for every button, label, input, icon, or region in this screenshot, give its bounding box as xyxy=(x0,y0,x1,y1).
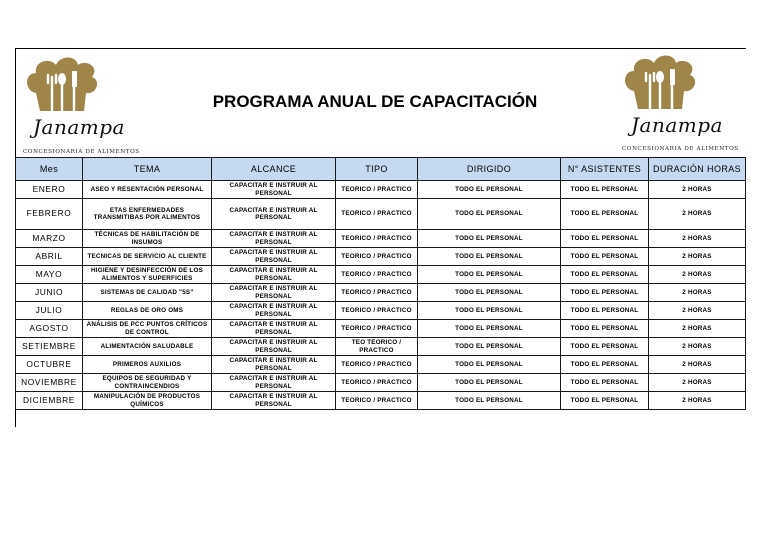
cell-alcance: CAPACITAR E INSTRUIR AL PERSONAL xyxy=(212,248,336,266)
cell-asistentes: TODO EL PERSONAL xyxy=(561,392,649,410)
cell-alcance: CAPACITAR E INSTRUIR AL PERSONAL xyxy=(212,284,336,302)
table-row xyxy=(16,284,746,302)
cell-tipo: TEORICO / PRACTICO xyxy=(336,356,418,374)
column-header-dirigido: DIRIGIDO xyxy=(418,158,561,181)
cell-tipo: TEORICO / PRACTICO xyxy=(336,230,418,248)
brand-tagline: CONCESIONARIA DE ALIMENTOS xyxy=(622,146,739,152)
cell-alcance: CAPACITAR E INSTRUIR AL PERSONAL xyxy=(212,302,336,320)
cell-tipo: TEORICO / PRACTICO xyxy=(336,302,418,320)
table-row xyxy=(16,374,746,392)
cell-tema: ALIMENTACIÓN SALUDABLE xyxy=(83,338,212,356)
cell-tipo: TEORICO / PRACTICO xyxy=(336,199,418,230)
cell-duracion: 2 HORAS xyxy=(649,199,746,230)
cell-alcance: CAPACITAR E INSTRUIR AL PERSONAL xyxy=(212,392,336,410)
table-row xyxy=(16,199,746,230)
brand-tagline: CONCESIONARIA DE ALIMENTOS xyxy=(23,149,140,155)
cell-tema: ASEO Y RESENTACIÓN PERSONAL xyxy=(83,181,212,199)
cell-dirigido: TODO EL PERSONAL xyxy=(418,284,561,302)
cell-asistentes: TODO EL PERSONAL xyxy=(561,374,649,392)
cell-asistentes: TODO EL PERSONAL xyxy=(561,266,649,284)
table-row xyxy=(16,248,746,266)
table-row xyxy=(16,356,746,374)
cell-duracion: 2 HORAS xyxy=(649,248,746,266)
cell-asistentes: TODO EL PERSONAL xyxy=(561,230,649,248)
cell-mes: JULIO xyxy=(16,302,83,320)
cell-asistentes: TODO EL PERSONAL xyxy=(561,181,649,199)
cell-asistentes: TODO EL PERSONAL xyxy=(561,284,649,302)
cell-mes: AGOSTO xyxy=(16,320,83,338)
table-row xyxy=(16,338,746,356)
column-header-mes: Mes xyxy=(16,158,83,181)
cell-alcance: CAPACITAR E INSTRUIR AL PERSONAL xyxy=(212,338,336,356)
cell-dirigido: TODO EL PERSONAL xyxy=(418,338,561,356)
cell-duracion: 2 HORAS xyxy=(649,320,746,338)
table-row xyxy=(16,392,746,410)
cell-tipo: TEORICO / PRACTICO xyxy=(336,374,418,392)
cell-tema: MANIPULACIÓN DE PRODUCTOS QUÍMICOS xyxy=(83,392,212,410)
cell-alcance: CAPACITAR E INSTRUIR AL PERSONAL xyxy=(212,181,336,199)
table-row xyxy=(16,266,746,284)
cell-mes: ABRIL xyxy=(16,248,83,266)
cell-duracion: 2 HORAS xyxy=(649,302,746,320)
column-header-tema: TEMA xyxy=(83,158,212,181)
cell-dirigido: TODO EL PERSONAL xyxy=(418,392,561,410)
cell-tipo: TEORICO / PRACTICO xyxy=(336,181,418,199)
training-program-table xyxy=(15,157,746,410)
cell-alcance: CAPACITAR E INSTRUIR AL PERSONAL xyxy=(212,199,336,230)
table-row xyxy=(16,230,746,248)
cell-asistentes: TODO EL PERSONAL xyxy=(561,338,649,356)
cell-asistentes: TODO EL PERSONAL xyxy=(561,199,649,230)
cell-mes: FEBRERO xyxy=(16,199,83,230)
cell-dirigido: TODO EL PERSONAL xyxy=(418,181,561,199)
cell-asistentes: TODO EL PERSONAL xyxy=(561,248,649,266)
cell-dirigido: TODO EL PERSONAL xyxy=(418,356,561,374)
cell-mes: MARZO xyxy=(16,230,83,248)
table-header-row xyxy=(16,158,746,181)
column-header-alcance: ALCANCE xyxy=(212,158,336,181)
chef-hat-icon xyxy=(22,53,102,115)
cell-tema: EQUIPOS DE SEGURIDAD Y CONTRAINCENDIOS xyxy=(83,374,212,392)
chef-hat-icon xyxy=(620,51,700,113)
page-title: PROGRAMA ANUAL DE CAPACITACIÓN xyxy=(212,92,538,111)
cell-duracion: 2 HORAS xyxy=(649,374,746,392)
column-header-asistentes: N° ASISTENTES xyxy=(561,158,649,181)
cell-tema: HIGIENE Y DESINFECCIÓN DE LOS ALIMENTOS Y SUPERFICIES xyxy=(83,266,212,284)
cell-alcance: CAPACITAR E INSTRUIR AL PERSONAL xyxy=(212,356,336,374)
table-row xyxy=(16,302,746,320)
cell-asistentes: TODO EL PERSONAL xyxy=(561,356,649,374)
cell-duracion: 2 HORAS xyxy=(649,338,746,356)
cell-tipo: TEORICO / PRACTICO xyxy=(336,320,418,338)
cell-dirigido: TODO EL PERSONAL xyxy=(418,230,561,248)
cell-mes: OCTUBRE xyxy=(16,356,83,374)
brand-name: Janampa xyxy=(631,113,723,137)
cell-dirigido: TODO EL PERSONAL xyxy=(418,302,561,320)
cell-mes: MAYO xyxy=(16,266,83,284)
cell-tipo: TEORICO / PRACTICO xyxy=(336,392,418,410)
cell-tipo: TEO TEORICO / PRACTICO xyxy=(336,338,418,356)
cell-mes: DICIEMBRE xyxy=(16,392,83,410)
cell-duracion: 2 HORAS xyxy=(649,392,746,410)
cell-asistentes: TODO EL PERSONAL xyxy=(561,302,649,320)
brand-name: Janampa xyxy=(33,115,125,139)
cell-duracion: 2 HORAS xyxy=(649,230,746,248)
cell-mes: ENERO xyxy=(16,181,83,199)
table-row xyxy=(16,320,746,338)
cell-duracion: 2 HORAS xyxy=(649,181,746,199)
cell-duracion: 2 HORAS xyxy=(649,284,746,302)
column-header-duracion: DURACIÓN HORAS xyxy=(649,158,746,181)
cell-mes: JUNIO xyxy=(16,284,83,302)
cell-alcance: CAPACITAR E INSTRUIR AL PERSONAL xyxy=(212,374,336,392)
cell-tema: ANÁLISIS DE PCC PUNTOS CRÍTICOS DE CONTROL xyxy=(83,320,212,338)
cell-tipo: TEORICO / PRACTICO xyxy=(336,266,418,284)
cell-tema: TECNICAS DE SERVICIO AL CLIENTE xyxy=(83,248,212,266)
cell-dirigido: TODO EL PERSONAL xyxy=(418,374,561,392)
cell-tipo: TEORICO / PRACTICO xyxy=(336,248,418,266)
cell-dirigido: TODO EL PERSONAL xyxy=(418,266,561,284)
cell-alcance: CAPACITAR E INSTRUIR AL PERSONAL xyxy=(212,266,336,284)
cell-mes: SETIEMBRE xyxy=(16,338,83,356)
cell-tipo: TEORICO / PRACTICO xyxy=(336,284,418,302)
cell-alcance: CAPACITAR E INSTRUIR AL PERSONAL xyxy=(212,320,336,338)
cell-tema: PRIMEROS AUXILIOS xyxy=(83,356,212,374)
cell-alcance: CAPACITAR E INSTRUIR AL PERSONAL xyxy=(212,230,336,248)
cell-dirigido: TODO EL PERSONAL xyxy=(418,248,561,266)
cell-duracion: 2 HORAS xyxy=(649,266,746,284)
cell-dirigido: TODO EL PERSONAL xyxy=(418,199,561,230)
column-header-tipo: TIPO xyxy=(336,158,418,181)
cell-dirigido: TODO EL PERSONAL xyxy=(418,320,561,338)
cell-tema: SISTEMAS DE CALIDAD "5S" xyxy=(83,284,212,302)
cell-tema: REGLAS DE ORO OMS xyxy=(83,302,212,320)
table-row xyxy=(16,181,746,199)
cell-tema: ETAS ENFERMEDADES TRANSMITIBAS POR ALIMENTOS xyxy=(83,199,212,230)
cell-tema: TÉCNICAS DE HABILITACIÓN DE INSUMOS xyxy=(83,230,212,248)
cell-mes: NOVIEMBRE xyxy=(16,374,83,392)
cell-duracion: 2 HORAS xyxy=(649,356,746,374)
cell-asistentes: TODO EL PERSONAL xyxy=(561,320,649,338)
